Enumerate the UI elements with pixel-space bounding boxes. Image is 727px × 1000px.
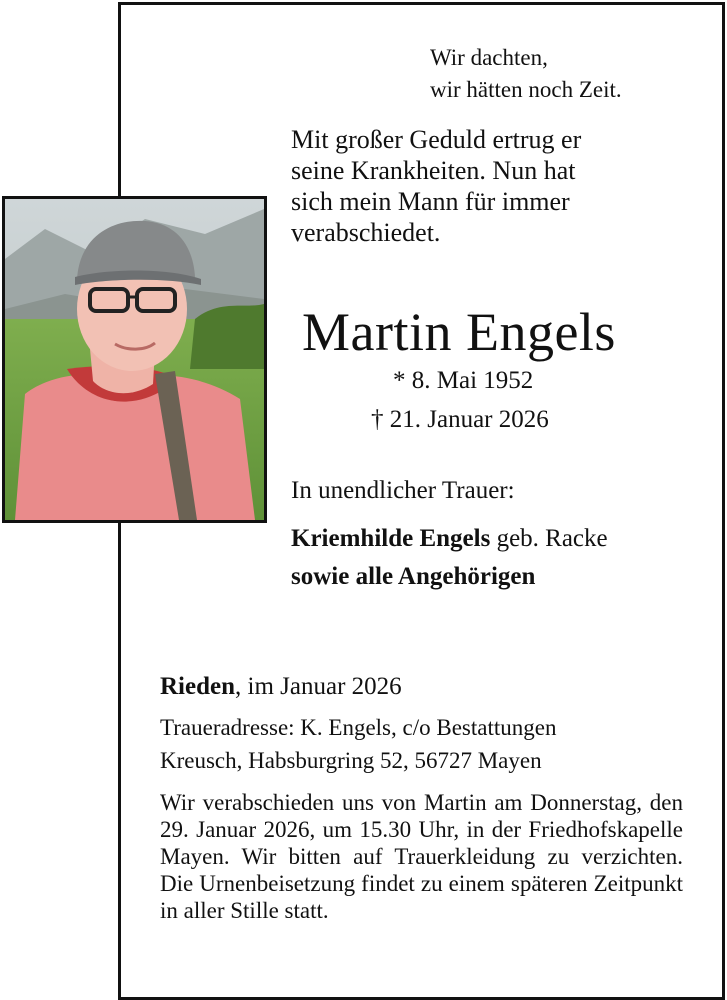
birth-date: * 8. Mai 1952	[393, 367, 534, 394]
death-date: † 21. Januar 2026	[371, 406, 549, 433]
motto-line-1: Wir dachten,	[430, 45, 548, 70]
portrait-image	[5, 199, 264, 520]
mourning-heading: In unendlicher Trauer:	[291, 477, 515, 504]
place-date: , im Januar 2026	[235, 673, 402, 700]
relatives-line: sowie alle Angehörigen	[291, 563, 536, 590]
address-line-2: Kreusch, Habsburgring 52, 56727 Mayen	[160, 748, 542, 773]
widow-line	[291, 522, 608, 556]
intro-line-1: Mit großer Geduld ertrug er	[291, 125, 582, 154]
deceased-name: Martin Engels	[302, 302, 616, 362]
intro-line-2: seine Krankheiten. Nun hat	[291, 156, 576, 185]
intro-line-3: sich mein Mann für immer	[291, 187, 570, 216]
town-name: Rieden	[160, 673, 235, 700]
motto-line-2: wir hätten noch Zeit.	[430, 77, 622, 102]
portrait-photo	[2, 196, 267, 523]
widow-maiden-name: geb. Racke	[496, 525, 608, 552]
place-date-line	[160, 670, 402, 704]
widow-name: Kriemhilde Engels	[291, 525, 491, 552]
service-paragraph: Wir verabschieden uns von Martin am Donnerstag, den 29. Januar 2026, um 15.30 Uhr, in der Friedhofskapelle Mayen. Wir bitten auf Trauerkleidung zu verzichten. Die Urnenbeisetzung findet zu einem späteren Zeitpunkt in aller Stille statt.	[160, 790, 683, 923]
intro-line-4: verabschiedet.	[291, 218, 441, 247]
address-line-1: Traueradresse: K. Engels, c/o Bestattungen	[160, 715, 557, 740]
